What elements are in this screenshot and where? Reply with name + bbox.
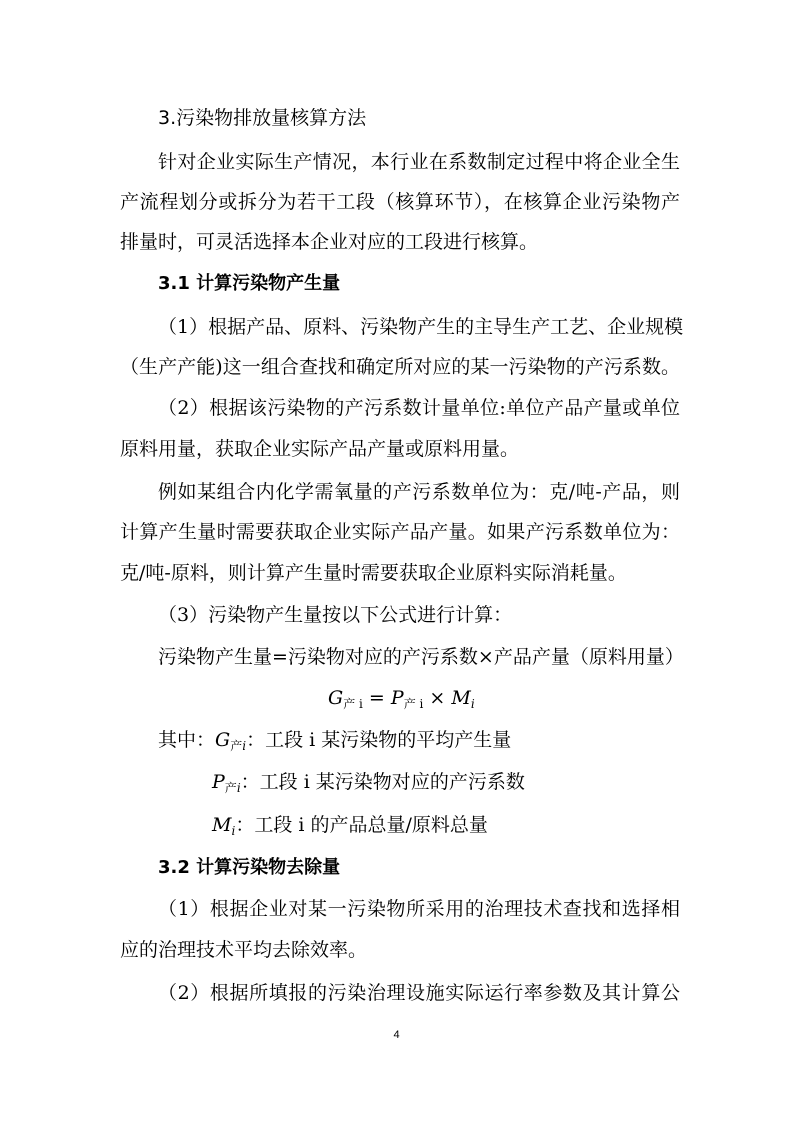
- symbol-G: $G_{产i}$: [215, 729, 247, 753]
- p5-line-2: 应的治理技术平均去除效率。: [120, 939, 368, 961]
- def-G: ：工段 i 某污染物的平均产生量: [246, 729, 512, 751]
- def-M: ：工段 i 的产品总量/原料总量: [235, 814, 488, 836]
- where-block-1: [158, 728, 718, 758]
- p3-line-2: 计算产生量时需要获取企业实际产品产量。如果产污系数单位为：: [120, 521, 680, 543]
- subsection-title-3-2: 3.2 计算污染物去除量: [158, 857, 341, 878]
- formula-equation: $G_{产 i} = P_{产 i} \times M_i$: [328, 687, 475, 711]
- p3-line-1: 例如某组合内化学需氧量的产污系数单位为：克/吨-产品，则: [158, 481, 680, 503]
- formula-text: 污染物产生量=污染物对应的产污系数×产品产量（原料用量）: [158, 646, 684, 668]
- p1-line-1: （1）根据产品、原料、污染物产生的主导生产工艺、企业规模: [158, 316, 684, 338]
- where-block-3: [212, 813, 772, 843]
- p3-line-3: 克/吨-原料，则计算产生量时需要获取企业原料实际消耗量。: [120, 562, 627, 584]
- symbol-M: $M_i$: [212, 814, 236, 838]
- page-number: 4: [393, 1029, 400, 1041]
- p2-line-2: 原料用量，获取企业实际产品产量或原料用量。: [120, 438, 520, 460]
- intro-line-1: 针对企业实际生产情况，本行业在系数制定过程中将企业全生: [158, 151, 680, 173]
- subsection-title-3-1: 3.1 计算污染物产生量: [158, 273, 341, 294]
- where-block-2: [212, 770, 772, 800]
- intro-line-3: 排量时，可灵活选择本企业对应的工段进行核算。: [120, 231, 539, 253]
- where-label: 其中：: [158, 729, 216, 751]
- p5-line-1: （1）根据企业对某一污染物所采用的治理技术查找和选择相: [158, 898, 680, 920]
- p6-line-1: （2）根据所填报的污染治理设施实际运行率参数及其计算公: [158, 982, 680, 1004]
- p1-line-2: （生产产能)这一组合查找和确定所对应的某一污染物的产污系数。: [120, 356, 680, 378]
- p4-line: （3）污染物产生量按以下公式进行计算：: [158, 604, 513, 626]
- intro-line-2: 产流程划分或拆分为若干工段（核算环节），在核算企业污染物产: [120, 191, 680, 213]
- def-P: ：工段 i 某污染物对应的产污系数: [240, 771, 525, 793]
- section-title: 3.污染物排放量核算方法: [158, 107, 367, 129]
- symbol-P: $P_{产i}$: [212, 771, 241, 795]
- p2-line-1: （2）根据该污染物的产污系数计量单位:单位产品产量或单位: [158, 397, 680, 419]
